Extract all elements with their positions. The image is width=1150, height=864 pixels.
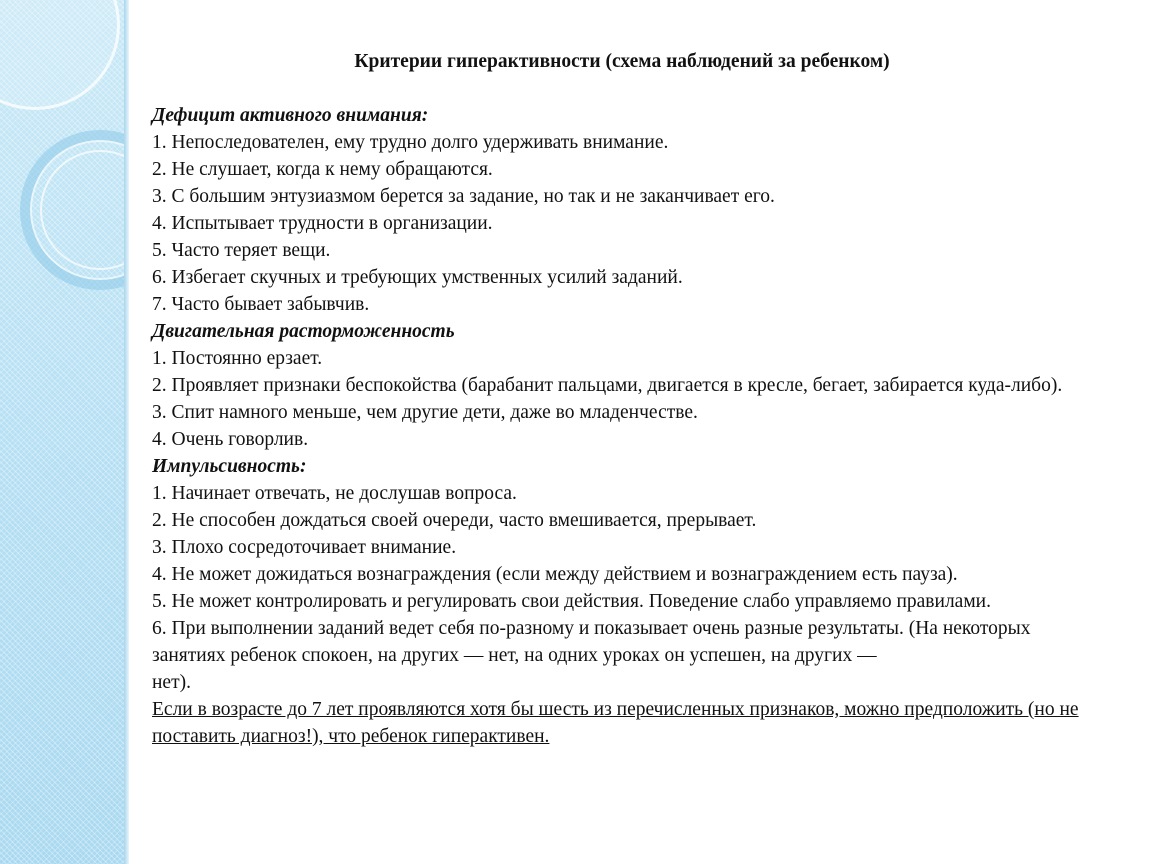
- list-item: 4. Очень говорлив.: [152, 429, 309, 450]
- list-item: 1. Начинает отвечать, не дослушав вопроса.: [152, 483, 517, 504]
- decorative-side-band: [0, 0, 127, 864]
- page-title: Критерии гиперактивности (схема наблюдений за ребенком): [354, 51, 890, 72]
- list-item: 4. Не может дожидаться вознаграждения (если между действием и вознаграждением есть пауза).: [152, 564, 958, 585]
- list-item: 3. Плохо сосредоточивает внимание.: [152, 537, 457, 558]
- list-item: 5. Не может контролировать и регулировать свои действия. Поведение слабо управляемо правилами.: [152, 591, 991, 612]
- side-band-edge: [124, 0, 129, 864]
- list-item: 1. Постоянно ерзает.: [152, 348, 323, 369]
- list-item: 3. С большим энтузиазмом берется за задание, но так и не заканчивает его.: [152, 186, 775, 207]
- section-impulsivity: [152, 453, 1092, 696]
- list-item: 2. Не слушает, когда к нему обращаются.: [152, 159, 493, 180]
- list-item: 5. Часто теряет вещи.: [152, 240, 331, 261]
- section-heading: Импульсивность:: [152, 456, 307, 477]
- list-item: 6. Избегает скучных и требующих умственных усилий заданий.: [152, 267, 683, 288]
- list-item: 1. Непоследователен, ему трудно долго удерживать внимание.: [152, 132, 669, 153]
- list-item: 3. Спит намного меньше, чем другие дети, даже во младенчестве.: [152, 402, 698, 423]
- list-item: нет).: [152, 672, 191, 693]
- footer-note: Если в возрасте до 7 лет проявляются хотя бы шесть из перечисленных признаков, можно предположить (но не поставить диагноз!), что ребенок гиперактивен.: [152, 699, 1079, 747]
- list-item: 2. Не способен дождаться своей очереди, часто вмешивается, прерывает.: [152, 510, 757, 531]
- section-heading: Двигательная расторможенность: [152, 321, 455, 342]
- decorative-circle: [0, 0, 120, 110]
- section-attention: [152, 102, 1092, 318]
- section-heading: Дефицит активного внимания:: [152, 105, 429, 126]
- list-item: 6. При выполнении заданий ведет себя по-разному и показывает очень разные результаты. (На некоторых занятиях ребенок спокоен, на других — нет, на одних уроках он успешен, на других —: [152, 618, 1031, 666]
- section-motor: [152, 318, 1092, 453]
- document-body: [152, 48, 1092, 750]
- list-item: 7. Часто бывает забывчив.: [152, 294, 370, 315]
- list-item: 4. Испытывает трудности в организации.: [152, 213, 493, 234]
- list-item: 2. Проявляет признаки беспокойства (барабанит пальцами, двигается в кресле, бегает, забирается куда-либо).: [152, 375, 1063, 396]
